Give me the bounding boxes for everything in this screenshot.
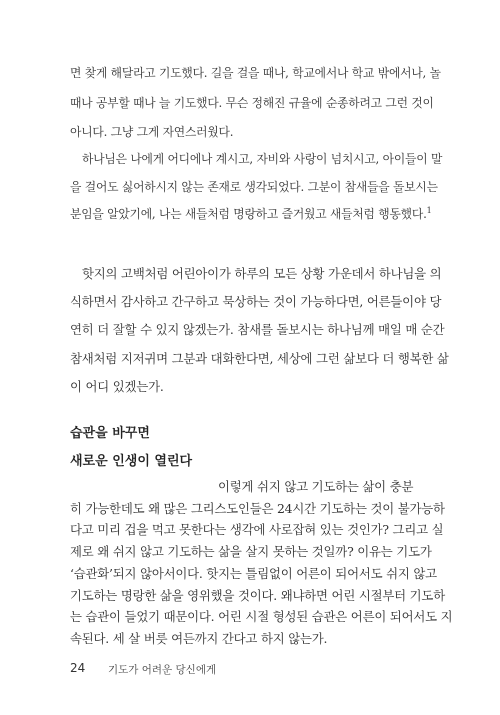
body-line: 는 습관이 들었기 때문이다. 어린 시절 형성된 습관은 어른이 되어서도 지 [70, 609, 453, 625]
body-line: 다고 미리 겁을 먹고 못한다는 생각에 사로잡혀 있는 것인가? 그리고 실 [70, 522, 444, 538]
running-book-title: 기도가 어려운 당신에게 [108, 664, 217, 676]
body-line: 핫지의 고백처럼 어린아이가 하루의 모든 상황 가운데서 하나님을 의 [82, 266, 442, 281]
body-line: 히 가능한데도 왜 많은 그리스도인들은 24시간 기도하는 것이 불가능하 [70, 500, 445, 516]
body-line: 속된다. 세 살 버릇 여든까지 간다고 하지 않는가. [70, 630, 328, 646]
quote-line: 하나님은 나에게 어디에나 계시고, 자비와 사랑이 넘치시고, 아이들이 말 [82, 152, 443, 166]
quote-line: 아니다. 그냥 그게 자연스러웠다. [70, 125, 234, 139]
page-number: 24 [70, 661, 86, 675]
quote-line-last [70, 207, 430, 221]
body-line: 이 어디 있겠는가. [70, 379, 164, 394]
quote-line-text: 분임을 알았기에, 나는 새들처럼 명랑하고 즐거웠고 새들처럼 행동했다. [70, 207, 427, 221]
section-heading-line1: 습관을 바꾸면 [70, 426, 150, 441]
body-line: 참새처럼 지저귀며 그분과 대화한다면, 세상에 그런 삶보다 더 행복한 삶 [70, 351, 449, 366]
body-line: 제로 왜 쉬지 않고 기도하는 삶을 살지 못하는 것일까? 이유는 기도가 [70, 544, 432, 560]
body-line: 연히 더 잘할 수 있지 않겠는가. 참새를 돌보시는 하나님께 매일 매 순간 [70, 322, 445, 337]
section-heading-line2: 새로운 인생이 열린다 [70, 454, 193, 469]
body-line: 이렇게 쉬지 않고 기도하는 삶이 충분 [218, 479, 414, 494]
body-line: ‘습관화’되지 않아서이다. 핫지는 틀림없이 어른이 되어서도 쉬지 않고 [70, 565, 437, 581]
body-line: 기도하는 명랑한 삶을 영위했을 것이다. 왜냐하면 어린 시절부터 기도하 [70, 587, 445, 603]
body-line: 식하면서 감사하고 간구하고 묵상하는 것이 가능하다면, 어른들이야 당 [70, 294, 442, 309]
quote-line: 면 찾게 해달라고 기도했다. 길을 걸을 때나, 학교에서나 학교 밖에서나, 놀 [70, 66, 441, 80]
quote-line: 을 걸어도 싫어하시지 않는 존재로 생각되었다. 그분이 참새들을 돌보시는 [70, 180, 438, 194]
quote-line: 때나 공부할 때나 늘 기도했다. 무슨 정해진 규율에 순종하려고 그런 것이 [70, 96, 434, 110]
footnote-mark: 1 [426, 206, 432, 216]
